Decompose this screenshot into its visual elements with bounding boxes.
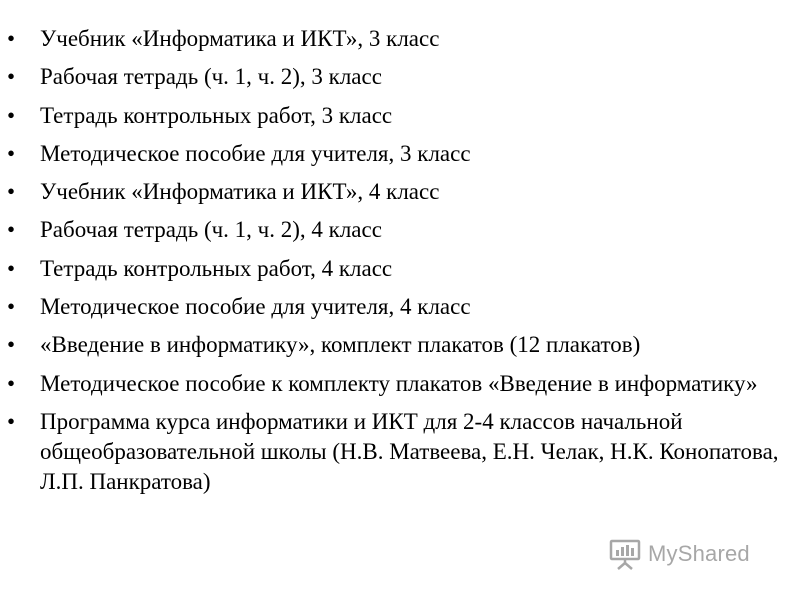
bullet-dot: • — [7, 179, 16, 205]
bullet-dot: • — [7, 370, 16, 396]
bullet-list — [0, 24, 800, 505]
list-item-text: Методическое пособие к комплекту плакатов «Введение в информатику» — [40, 370, 758, 396]
watermark — [608, 536, 750, 572]
bullet-dot: • — [7, 140, 16, 166]
list-item-text: Программа курса информатики и ИКТ для 2-4 классов начальной общеобразовательной школы (Н.В. Матвеева, Е.Н. Челак, Н.К. Конопатова, Л.П. Панкратова) — [40, 408, 779, 494]
watermark-text: MyShared — [648, 541, 750, 566]
list-item — [0, 254, 800, 284]
list-item-text: Методическое пособие для учителя, 3 класс — [40, 140, 471, 166]
list-item-text: Рабочая тетрадь (ч. 1, ч. 2), 3 класс — [40, 64, 382, 90]
list-item-text: «Введение в информатику», комплект плакатов (12 плакатов) — [40, 332, 641, 358]
list-item-text: Учебник «Информатика и ИКТ», 4 класс — [40, 179, 440, 205]
list-item — [0, 407, 800, 497]
bullet-dot: • — [7, 26, 16, 51]
list-item-text: Тетрадь контрольных работ, 4 класс — [40, 255, 393, 281]
list-item-text: Тетрадь контрольных работ, 3 класс — [40, 102, 393, 128]
presentation-board-icon — [608, 537, 642, 571]
list-item — [0, 62, 800, 92]
list-item — [0, 369, 800, 399]
list-item — [0, 177, 800, 207]
bullet-dot: • — [7, 294, 16, 320]
list-item — [0, 101, 800, 131]
bullet-dot: • — [7, 255, 16, 281]
bullet-dot: • — [7, 217, 16, 243]
bullet-dot: • — [7, 64, 16, 90]
list-item-text: Учебник «Информатика и ИКТ», 3 класс — [40, 26, 440, 51]
bullet-dot: • — [7, 408, 16, 434]
bullet-dot: • — [7, 332, 16, 358]
list-item-text: Рабочая тетрадь (ч. 1, ч. 2), 4 класс — [40, 217, 382, 243]
list-item — [0, 292, 800, 322]
bullet-dot: • — [7, 102, 16, 128]
list-item — [0, 330, 800, 360]
list-item — [0, 24, 800, 54]
list-item — [0, 139, 800, 169]
list-item-text: Методическое пособие для учителя, 4 класс — [40, 294, 471, 320]
list-item — [0, 215, 800, 245]
